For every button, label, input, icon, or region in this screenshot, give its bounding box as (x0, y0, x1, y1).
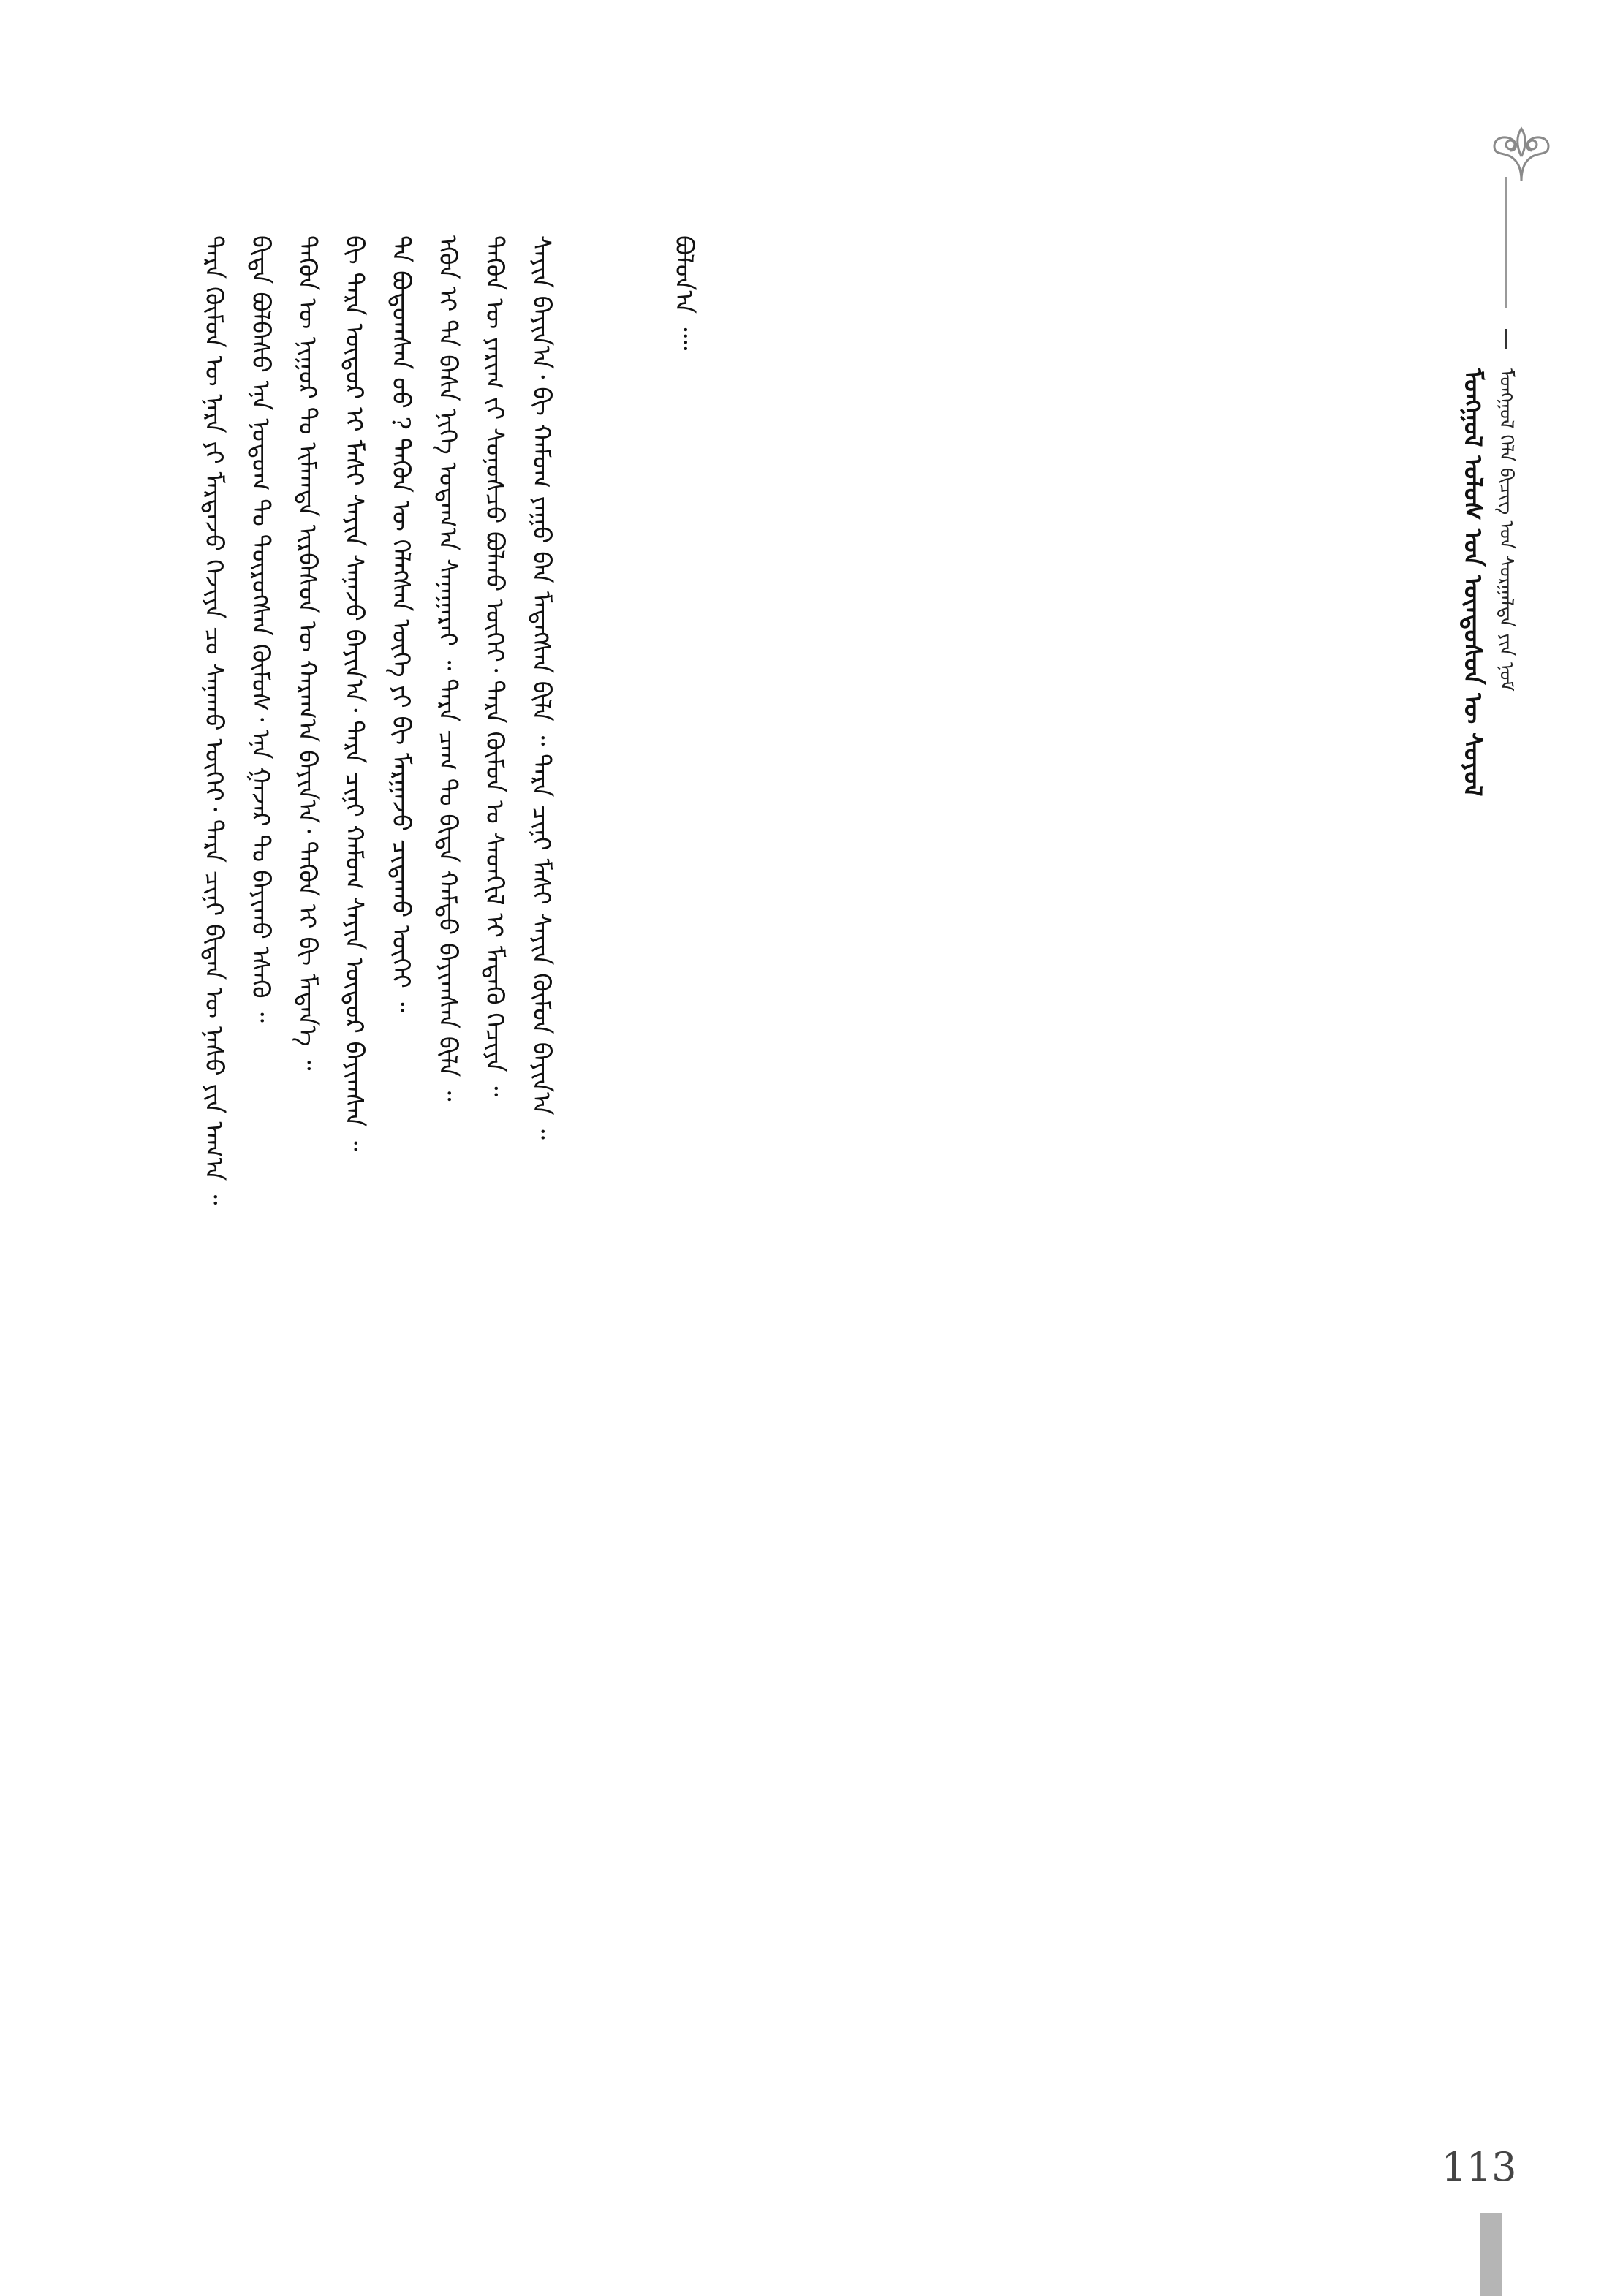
header-rule (1505, 177, 1507, 308)
page-number: 113 (1441, 2144, 1517, 2190)
text-column-2: ᠰᠠᠶᠢᠨ ᠪᠠᠶᠢᠨ᠎ᠠ᠂ ᠪᠢ ᠬᠠᠮᠤᠭ ᠶᠠᠭᠤ ᠪᠠᠨ ᠮᠡᠳᠡᠭᠰᠡᠨ ᠪᠢᠯᠡ ᠃ ᠲᠡᠷᠡ ᠴᠢᠨᠢ ᠮᠠᠰᠢ ᠰᠠᠶᠢᠨ ᠬᠦᠮᠦᠨ ᠪᠠᠶᠢᠨ᠎ᠠ ᠃ (526, 235, 556, 1140)
running-subtitle: ᠮᠣᠩᠭᠣᠯ ᠬᠡᠯᠡ ᠪᠢᠴᠢᠭ᠌ ᠤᠨ ᠰᠤᠷᠭᠠᠯᠲᠠ ᠶᠢᠨ ᠨᠣᠮ (1495, 368, 1517, 692)
header-dash (1505, 329, 1507, 349)
text-column-3: ᠲᠡᠭᠦᠨ ᠦ ᠶᠠᠷᠢᠭ ᠵᠢ ᠰᠣᠨᠣᠰᠴᠤ ᠪᠣᠯᠬᠤ ᠦᠭᠡᠢ᠂ ᠲᠡᠷᠡ ᠬᠦᠮᠦᠨ ᠤ ᠰᠡᠳᠬᠢᠯ ᠢ ᠮᠡᠳᠡᠬᠦ ᠬᠡᠴᠢᠶᠡ ᠃ (480, 235, 509, 1096)
text-column-8: ᠪᠢᠳᠡ ᠪᠣᠯᠪᠠᠰᠤ ᠡᠨᠡ ᠨᠤᠲᠤᠭ ᠲᠤ ᠲᠥᠷᠦᠭᠰᠡᠨ ᠬᠦᠮᠦᠰ᠂ ᠡᠨᠡ ᠭᠠᠵᠠᠷ ᠲᠤ ᠪᠠᠶᠢᠬᠤ ᠡᠰᠡᠬᠦ ᠃ (246, 235, 275, 1023)
header-ornament-icon (1488, 124, 1554, 183)
text-column-1: ᠪᠣᠯᠤᠨ᠎ᠠ ᠁ (669, 235, 698, 351)
page-edge-tab (1480, 2213, 1502, 2296)
body-text (192, 235, 689, 1792)
text-column-5: ᠲᠠ ᠪᠣᠳᠣᠭᠰᠠᠨ ᠤᠤ ? ᠲᠡᠭᠦᠨ ᠦ ᠬᠡᠯᠡᠭᠰᠡᠨ ᠦᠭᠡ ᠶᠢ ᠪᠢ ᠮᠠᠷᠭᠠᠵᠤ ᠴᠢᠳᠠᠬᠤ ᠦᠭᠡᠢ ᠃ (386, 235, 415, 1013)
text-column-6: ᠪᠢ ᠲᠡᠷᠡ ᠦᠳᠦᠷ ᠢ ᠮᠠᠰᠢ ᠰᠠᠶᠢᠨ ᠰᠠᠨᠠᠵᠤ ᠪᠠᠶᠢᠨ᠎ᠠ᠂ ᠲᠡᠷᠡ ᠴᠢᠨᠢ ᠬᠠᠮᠤᠭ ᠰᠠᠶᠢᠨ ᠦᠳᠦᠷ ᠪᠠᠶᠢᠭᠰᠠᠨ ᠃ (339, 235, 368, 1151)
text-column-4: ᠡᠭᠦᠨ ᠢ ᠲᠠ ᠪᠠᠰᠠ ᠨᠢᠭᠡ ᠤᠳᠠᠭ᠎ᠠ ᠰᠠᠨᠠᠭᠠᠷᠠᠢ ᠃ ᠲᠡᠷᠡ ᠴᠠᠭ ᠲᠤ ᠪᠢᠳᠡ ᠬᠠᠮᠲᠤ ᠪᠠᠶᠢᠭᠰᠠᠨ ᠪᠢᠯᠡ ᠃ (433, 235, 462, 1102)
running-title: ᠮᠣᠩᠭᠣᠯ ᠤᠯᠤᠰ ᠤᠨ ᠦᠨᠳᠦᠰᠦᠨ ᠦ ᠰᠣᠶᠣᠯ (1458, 368, 1487, 797)
text-column-9: ᠲᠡᠷᠡ ᠬᠦᠮᠦᠨ ᠦ ᠨᠡᠷᠡ ᠶᠢ ᠮᠠᠷᠲᠠᠵᠤ ᠬᠡᠵᠢᠶᠡ ᠴᠤ ᠰᠠᠨᠠᠬᠤ ᠦᠭᠡᠢ᠂ ᠲᠡᠷᠡ ᠴᠢᠨᠢ ᠪᠢᠳᠡᠨ ᠦ ᠨᠠᠰᠤ ᠶᠢᠨ ᠠᠬ᠎ᠠ ᠃ (199, 235, 228, 1205)
text-column-7: ᠲᠡᠭᠦᠨ ᠦ ᠨᠢᠭᠤᠷ ᠲᠤ ᠢᠮᠠᠭᠲᠠ ᠢᠷᠪᠡᠰᠦᠨ ᠦ ᠬᠠᠷᠠᠭ᠎ᠠ ᠪᠠᠶᠢᠨ᠎ᠠ᠂ ᠲᠡᠭᠦᠨ ᠢ ᠪᠢ ᠮᠡᠳᠡᠨ᠎ᠡ ᠃ (292, 235, 322, 1071)
